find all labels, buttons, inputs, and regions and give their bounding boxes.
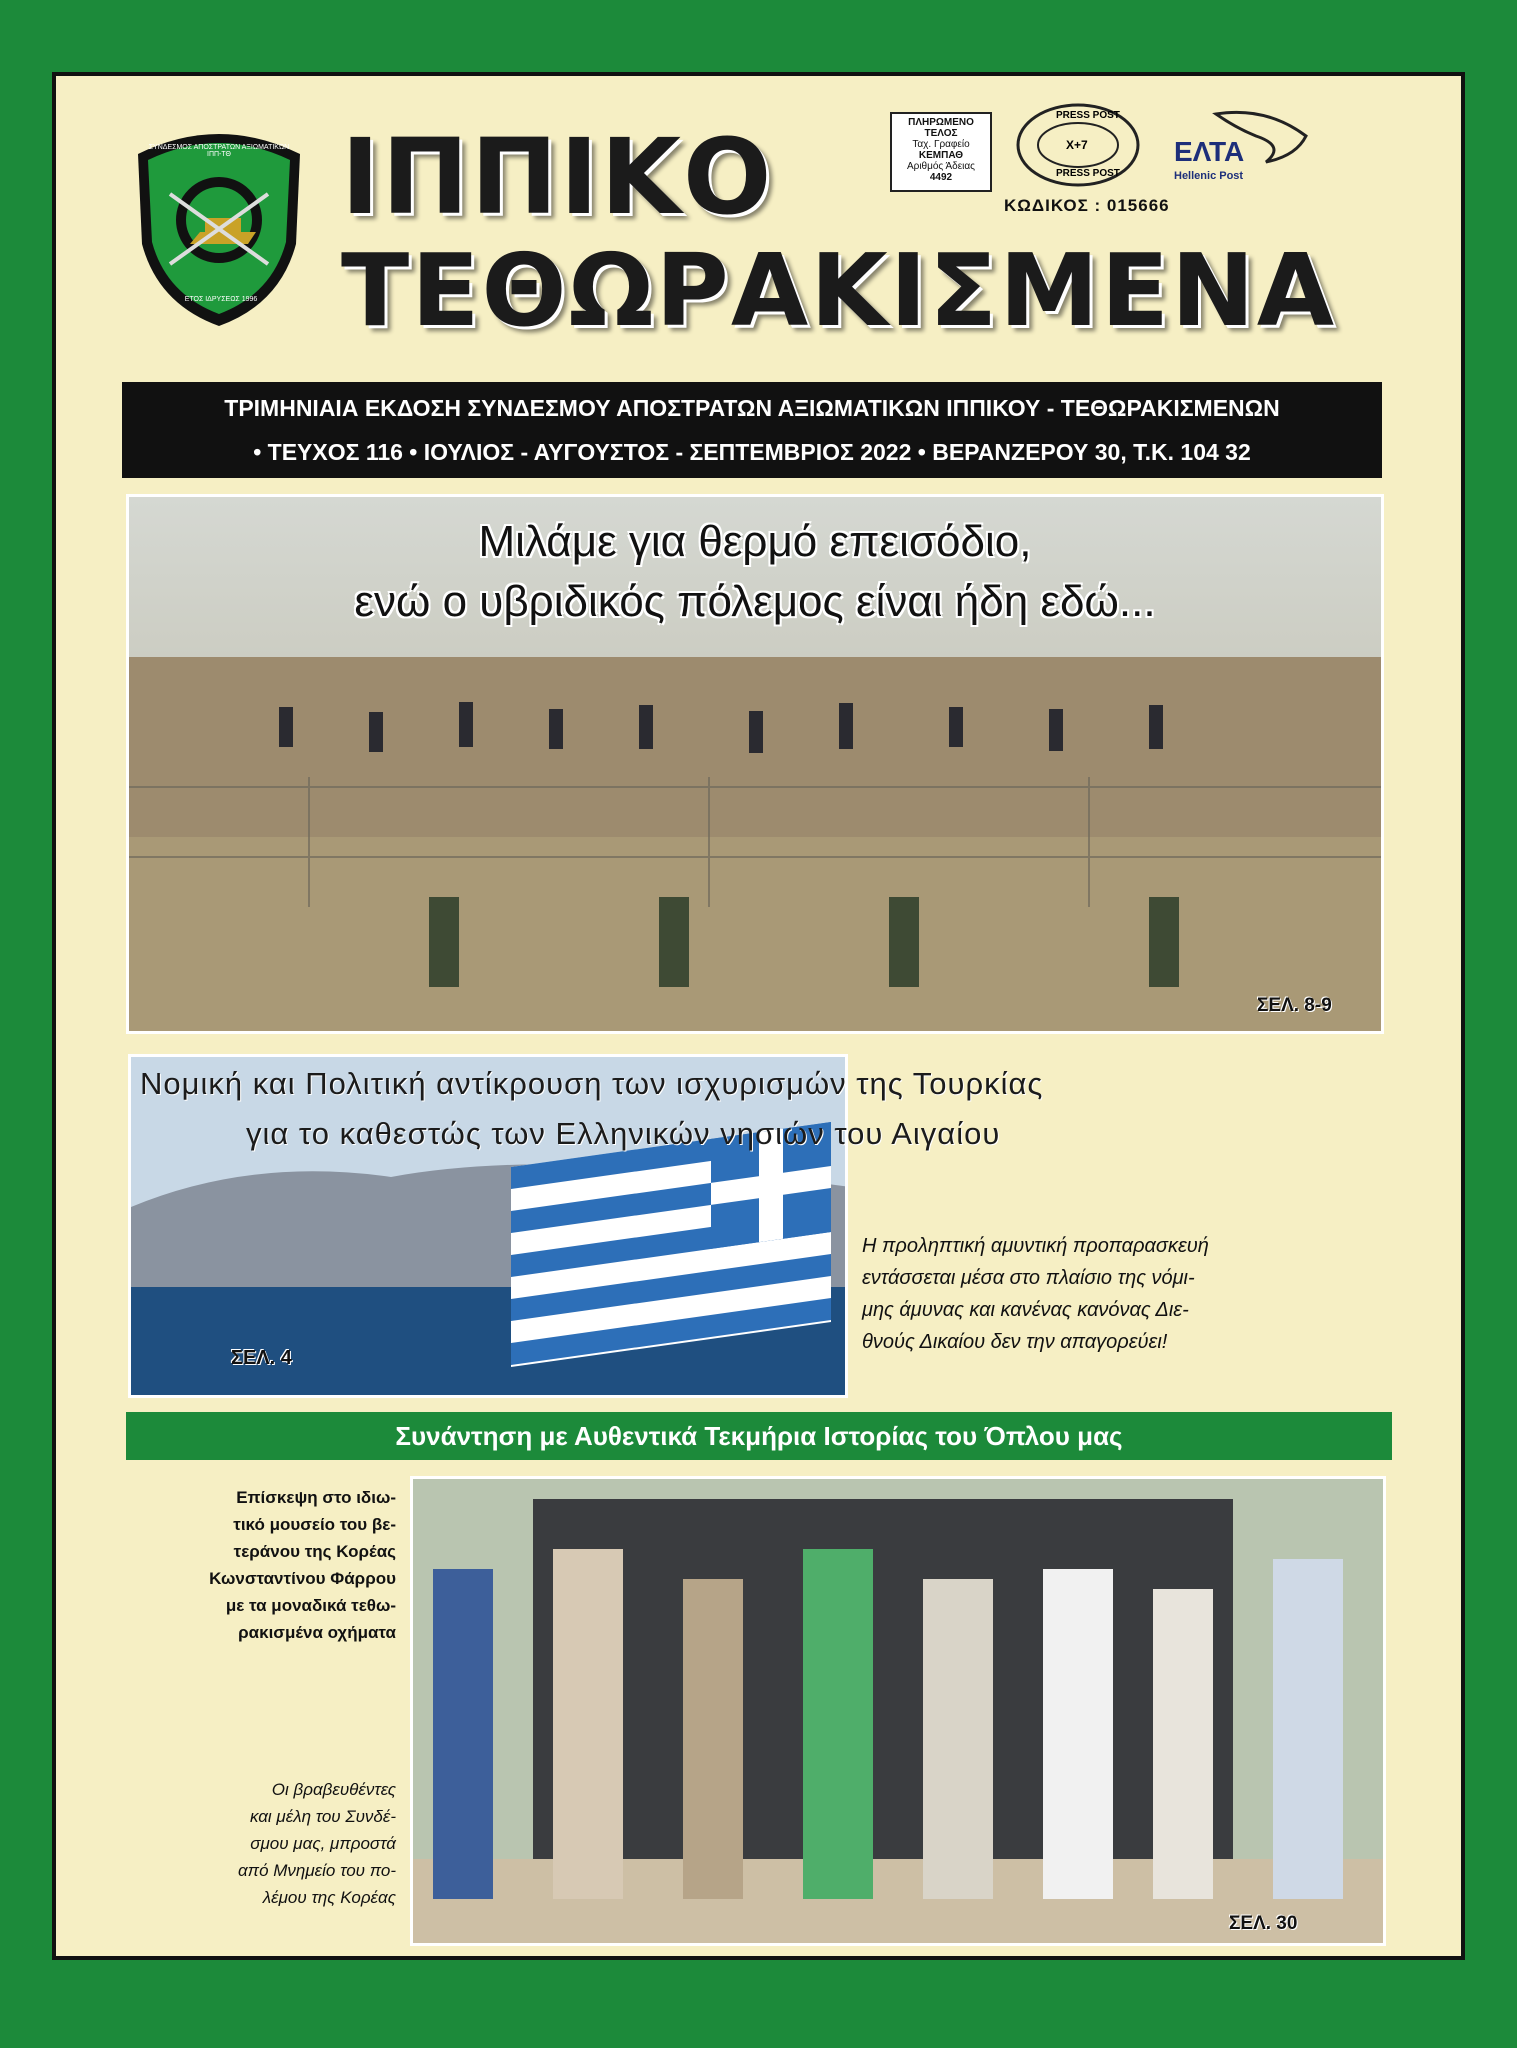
logo-top-text: ΣΥΝΔΕΣΜΟΣ ΑΠΟΣΤΡΑΤΩΝ ΑΞΙΩΜΑΤΙΚΩΝ ΙΠΠ-ΤΘ [148, 144, 290, 158]
article2-text-line: εντάσσεται μέσα στο πλαίσιο της νόμι- [862, 1267, 1195, 1289]
postage-line: Ταχ. Γραφείο [912, 139, 970, 150]
issue-banner [122, 382, 1382, 478]
article1-page-ref: ΣΕΛ. 8-9 [1257, 995, 1332, 1016]
intro-line: Κωνσταντίνου Φάρρου [209, 1569, 396, 1588]
cover-page [52, 72, 1465, 1960]
postage-line: ΚΕΜΠΑΘ [918, 150, 964, 161]
intro-line: με τα μοναδικά τεθω- [225, 1596, 396, 1615]
intro-line: τεράνου της Κορέας [233, 1542, 396, 1561]
article1-headline-line2: ενώ ο υβριδικός πόλεμος είναι ήδη εδώ... [354, 577, 1156, 626]
postage-paid-box [890, 112, 992, 192]
flag-photo [128, 1054, 848, 1398]
veterans-group-image [413, 1479, 1386, 1946]
press-post-top: PRESS POST [1056, 110, 1120, 121]
article3-caption [116, 1776, 396, 1911]
group-photo [410, 1476, 1386, 1946]
postage-line: ΤΕΛΟΣ [924, 128, 958, 139]
masthead-title-line2: ΤΕΘΩΡΑΚΙΣΜΕΝΑ [341, 232, 1337, 349]
caption-line: λέμου της Κορέας [262, 1888, 396, 1907]
caption-line: και μέλη του Συνδέ- [249, 1807, 396, 1826]
intro-line: Επίσκεψη στο ιδιω- [236, 1488, 396, 1507]
article2-text-line: Η προληπτική αμυντική προπαρασκευή [862, 1235, 1209, 1257]
article3-intro [106, 1484, 396, 1646]
caption-line: Οι βραβευθέντες [271, 1780, 396, 1799]
article2-text-line: θνούς Δικαίου δεν την απαγορεύει! [862, 1331, 1168, 1353]
banner-line2: • ΤΕΥΧΟΣ 116 • ΙΟΥΛΙΟΣ - ΑΥΓΟΥΣΤΟΣ - ΣΕΠΤΕΜΒΡΙΟΣ 2022 • ΒΕΡΑΝΖΕΡΟΥ 30, Τ.Κ. 104 32 [253, 439, 1251, 465]
article2-headline-line1: Νομική και Πολιτική αντίκρουση των ισχυρισμών της Τουρκίας [140, 1066, 1044, 1101]
postage-line: 4492 [929, 172, 953, 183]
press-post-bottom: PRESS POST [1056, 168, 1120, 179]
article2-text [862, 1230, 1342, 1358]
article3-title-bar: Συνάντηση με Αυθεντικά Τεκμήρια Ιστορίας του Όπλου μας [126, 1412, 1392, 1460]
intro-line: ρακισμένα οχήματα [238, 1623, 396, 1642]
border-photo [126, 494, 1384, 1034]
article2-text-line: μης άμυνας και κανένας κανόνας Διε- [862, 1299, 1189, 1321]
caption-line: σμου μας, μπροστά [250, 1834, 396, 1853]
article2-page-ref: ΣΕΛ. 4 [231, 1347, 292, 1369]
banner-line1: ΤΡΙΜΗΝΙΑΙΑ ΕΚΔΟΣΗ ΣΥΝΔΕΣΜΟΥ ΑΠΟΣΤΡΑΤΩΝ ΑΞΙΩΜΑΤΙΚΩΝ ΙΠΠΙΚΟΥ - ΤΕΘΩΡΑΚΙΣΜΕΝΩΝ [224, 395, 1280, 421]
caption-line: από Μνημείο του πο- [237, 1861, 396, 1880]
elta-name: ΕΛΤΑ [1174, 136, 1245, 167]
article3-page-ref: ΣΕΛ. 30 [1229, 1913, 1298, 1934]
logo-bottom-text: ΕΤΟΣ ΙΔΡΥΣΕΩΣ 1996 [184, 296, 258, 303]
postage-line: Αριθμός Άδειας [906, 161, 976, 172]
masthead-title-line1: ΙΠΠΙΚΟ [341, 116, 774, 238]
elta-subtitle: Hellenic Post [1174, 170, 1244, 182]
intro-line: τικό μουσείο του βε- [233, 1515, 396, 1534]
postage-line: ΠΛΗΡΩΜΕΝΟ [908, 117, 974, 128]
postal-code: ΚΩΔΙΚΟΣ : 015666 [1004, 196, 1170, 215]
article2-headline-line2: για το καθεστώς των Ελληνικών νησιών του Αιγαίου [246, 1116, 1001, 1151]
press-post-mid: X+7 [1066, 138, 1088, 152]
article1-headline-line1: Μιλάμε για θερμό επεισόδιο, [478, 517, 1032, 566]
